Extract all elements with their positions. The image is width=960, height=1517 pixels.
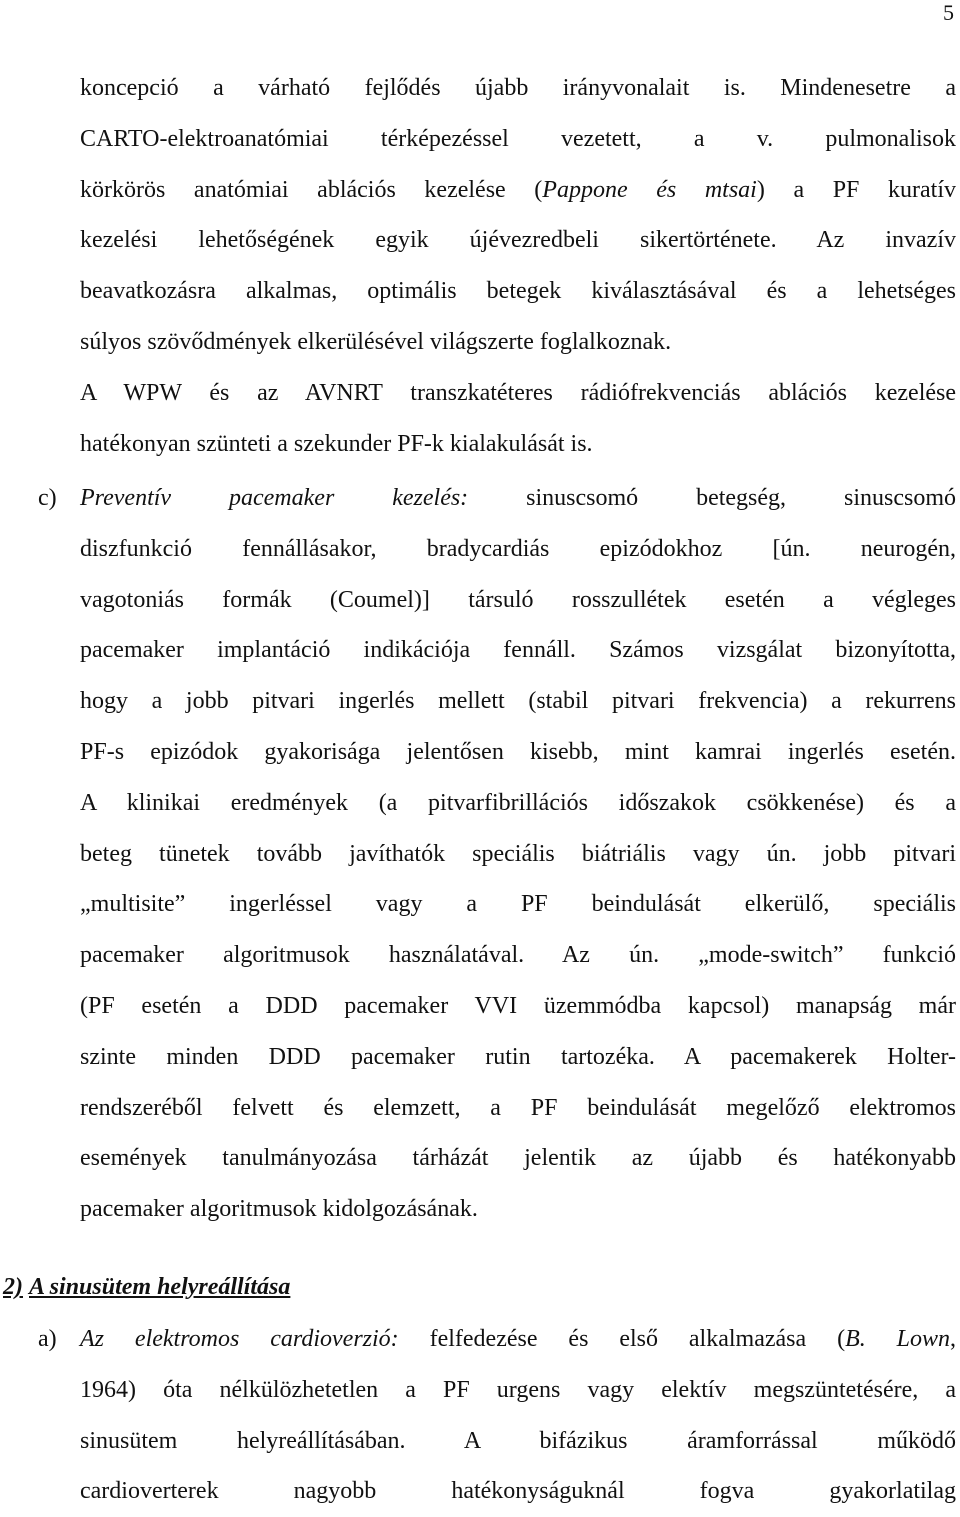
text-line: kezelési lehetőségének egyik újévezredbeli sikertörténete. Az invazív <box>80 227 956 254</box>
text-line: körkörös anatómiai ablációs kezelése (Pappone és mtsai) a PF kuratív <box>80 176 956 203</box>
text-line: A klinikai eredmények (a pitvarfibrillációs időszakok csökkenése) és a <box>80 789 956 816</box>
text-line: koncepció a várható fejlődés újabb irányvonalait is. Mindenesetre a <box>80 75 956 101</box>
text-line: súlyos szövődmények elkerülésével világszerte foglalkoznak. <box>80 328 672 355</box>
text-line: „multisite” ingerléssel vagy a PF beindulását elkerülő, speciális <box>80 891 956 918</box>
text-line: (PF esetén a DDD pacemaker VVI üzemmódba kapcsol) manapság már <box>80 992 956 1019</box>
text-line: 1964) óta nélkülözhetetlen a PF urgens vagy elektív megszüntetésére, a <box>80 1376 956 1403</box>
text-line: diszfunkció fennállásakor, bradycardiás epizódokhoz [ún. neurogén, <box>80 535 956 562</box>
section-number: 2) <box>3 1274 23 1300</box>
list-marker-a: a) <box>38 1326 57 1352</box>
text-line: A WPW és az AVNRT transzkatéteres rádiófrekvenciás ablációs kezelése <box>80 379 956 406</box>
citation-lown: B. Lown <box>845 1326 951 1352</box>
text-line: pacemaker algoritmusok kidolgozásának. <box>80 1196 478 1223</box>
text-line: rendszeréből felvett és elemzett, a PF beindulását megelőző elektromos <box>80 1094 956 1121</box>
text-line: sinusütem helyreállításában. A bifázikus áramforrással működő <box>80 1427 956 1454</box>
item-title-cardioversion: Az elektromos cardioverzió: <box>80 1326 399 1352</box>
section-heading <box>3 1262 290 1312</box>
citation-pappone: Pappone és mtsai <box>542 176 757 203</box>
text-line: pacemaker algoritmusok használatával. Az ún. „mode-switch” funkció <box>80 942 956 969</box>
text-line: Preventív pacemaker kezelés: sinuscsomó betegség, sinuscsomó <box>80 485 956 511</box>
paragraph-ablation <box>80 63 956 469</box>
text-line: CARTO-elektroanatómiai térképezéssel vezetett, a v. pulmonalisok <box>80 125 956 152</box>
paragraph-cardioversion <box>80 1314 956 1517</box>
list-marker-c: c) <box>38 485 57 511</box>
text-line: vagotoniás formák (Coumel)] társuló rosszullétek esetén a végleges <box>80 586 956 613</box>
paragraph-pacemaker <box>80 473 956 1235</box>
text-line: beavatkozásra alkalmas, optimális betegek kiválasztásával és a lehetséges <box>80 278 956 305</box>
text-line: PF-s epizódok gyakorisága jelentősen kisebb, mint kamrai ingerlés esetén. <box>80 738 956 765</box>
text-line: Az elektromos cardioverzió: felfedezése és első alkalmazása (B. Lown, <box>80 1326 957 1352</box>
text-line: cardioverterek nagyobb hatékonyságuknál fogva gyakorlatilag <box>80 1478 956 1505</box>
section-title: A sinusütem helyreállítása <box>29 1274 291 1300</box>
text-line: szinte minden DDD pacemaker rutin tartozéka. A pacemakerek Holter- <box>80 1043 956 1070</box>
text-line: pacemaker implantáció indikációja fennáll. Számos vizsgálat bizonyította, <box>80 637 956 664</box>
text-line: beteg tünetek tovább javíthatók speciális biátriális vagy ún. jobb pitvari <box>80 840 956 867</box>
text-line: hogy a jobb pitvari ingerlés mellett (stabil pitvari frekvencia) a rekurrens <box>80 688 956 715</box>
text-line: események tanulmányozása tárházát jelentik az újabb és hatékonyabb <box>80 1145 956 1172</box>
text-line: hatékonyan szünteti a szekunder PF-k kialakulását is. <box>80 430 593 457</box>
page-number: 5 <box>943 0 954 25</box>
item-title-preventive-pacemaker: Preventív pacemaker kezelés: <box>80 485 469 511</box>
